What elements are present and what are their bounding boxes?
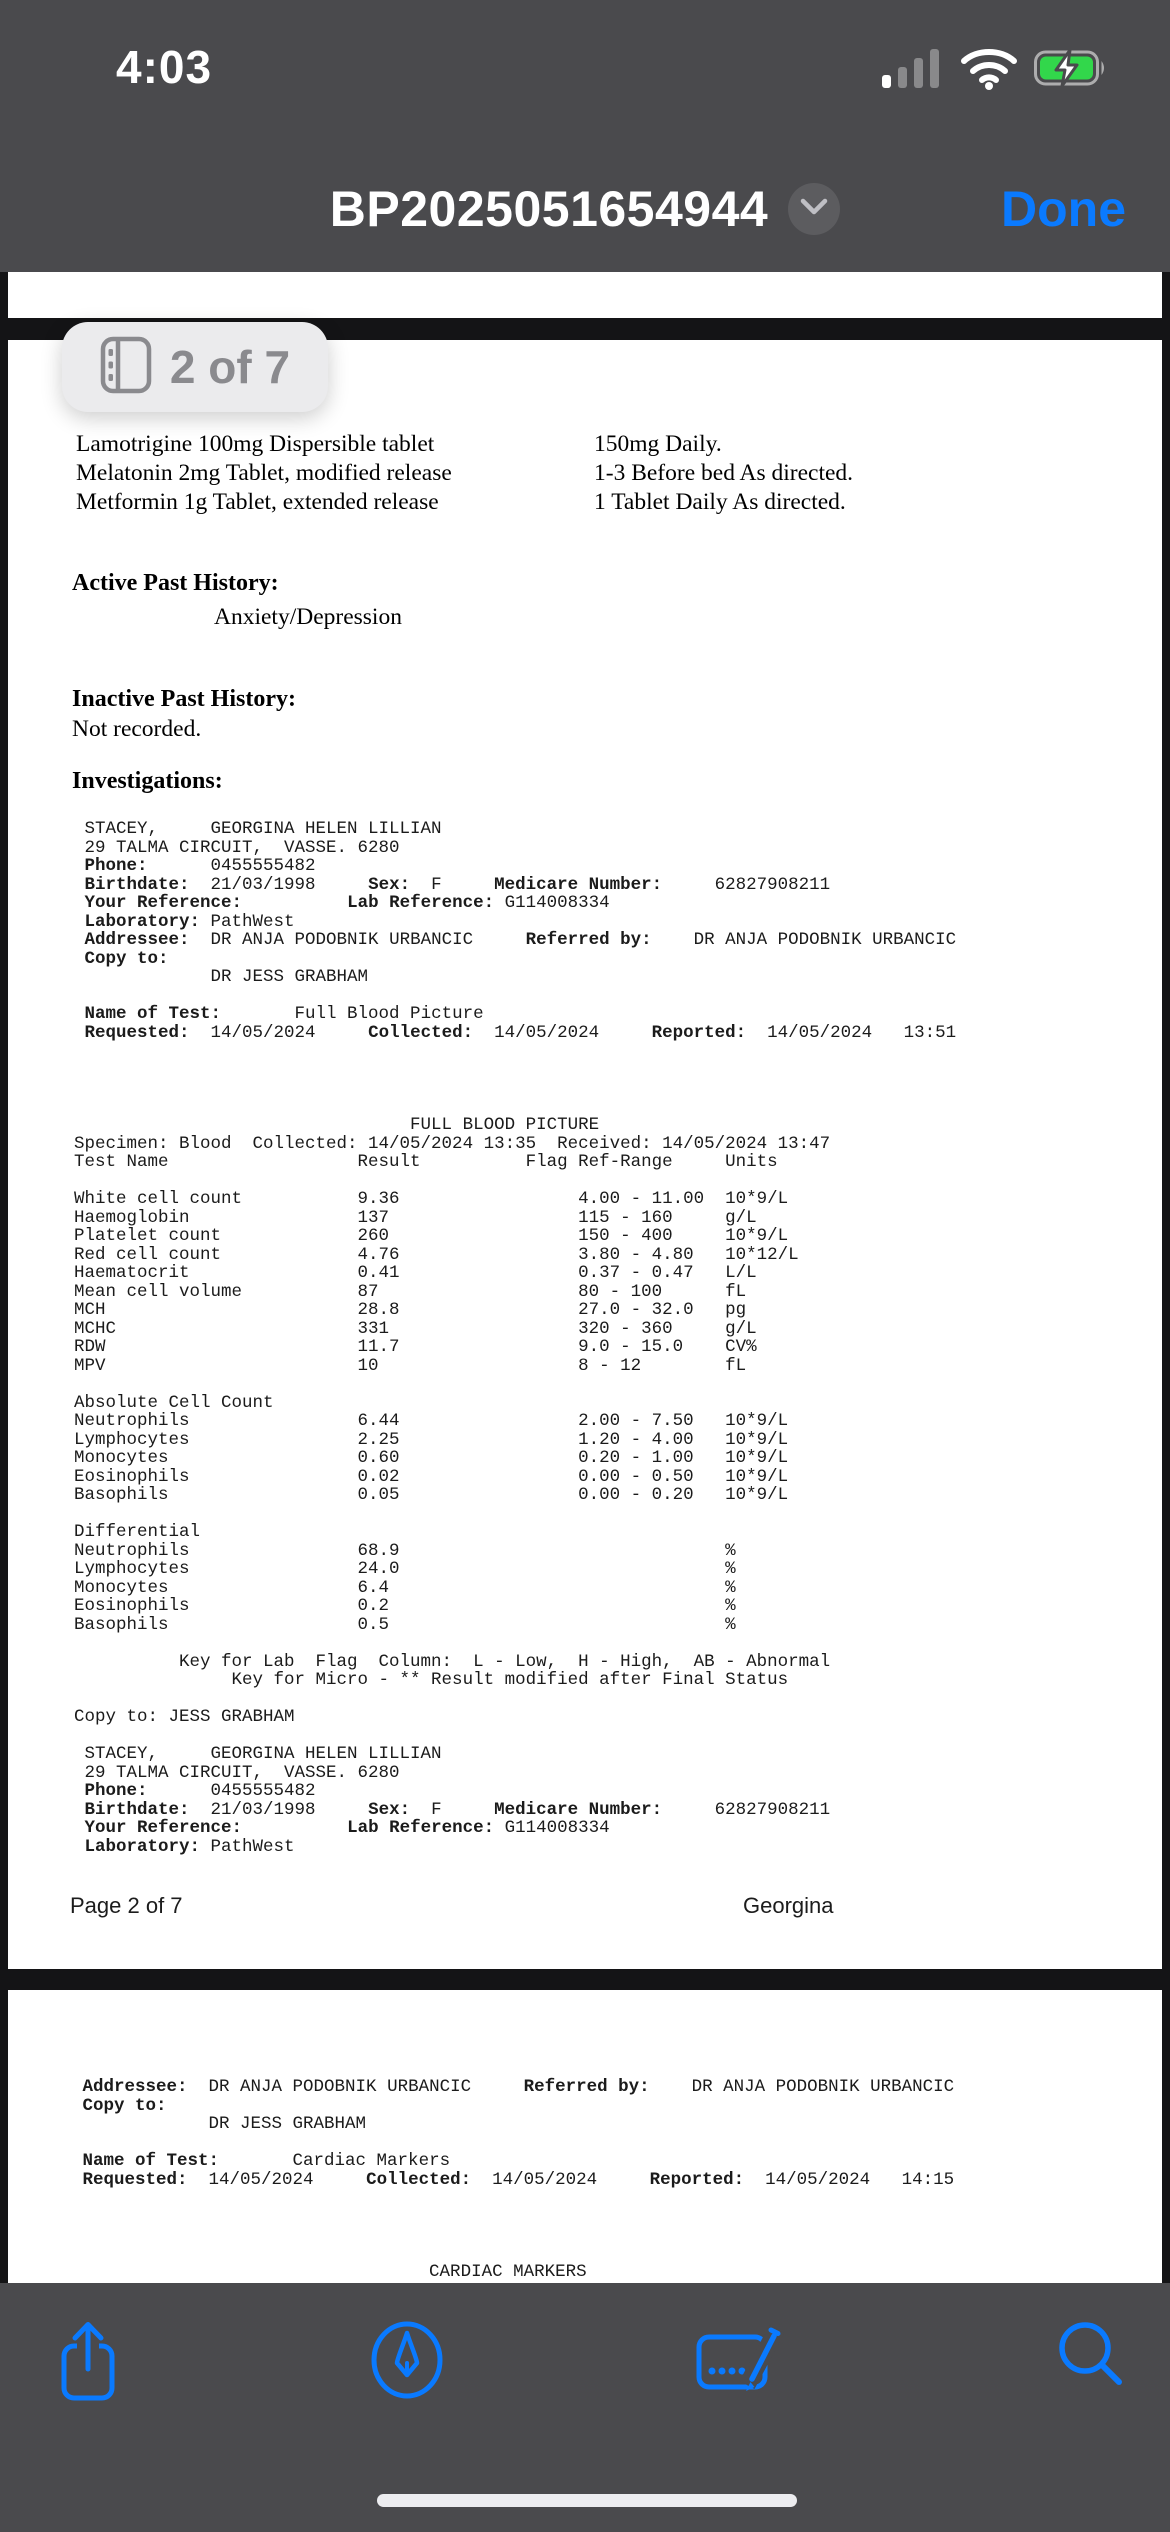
medication-directions: 150mg Daily. — [594, 431, 722, 457]
report-line: Laboratory: PathWest — [74, 1836, 295, 1857]
lab-report-page3 — [72, 2078, 954, 2282]
status-icons — [882, 46, 1108, 95]
report-line: Haemoglobin 137 115 - 160 g/L — [74, 1207, 757, 1228]
page-1-bottom-edge — [8, 272, 1162, 318]
report-line — [74, 1172, 956, 1191]
report-line: Requested: 14/05/2024 Collected: 14/05/2024 Reported: 14/05/2024 13:51 — [74, 1022, 957, 1043]
search-icon — [1056, 2319, 1126, 2394]
report-line: White cell count 9.36 4.00 - 11.00 10*9/L — [74, 1189, 789, 1209]
inactive-past-history-heading: Inactive Past History: — [72, 686, 296, 712]
report-line: Lymphocytes 24.0 % — [74, 1559, 736, 1579]
document-scroll-area[interactable] — [0, 272, 1170, 2283]
report-line — [74, 1079, 956, 1098]
report-line: Basophils 0.5 % — [74, 1614, 736, 1635]
active-past-history-heading: Active Past History: — [72, 570, 279, 596]
report-line — [72, 2189, 954, 2208]
wifi-icon — [960, 46, 1018, 95]
report-line: Addressee: DR ANJA PODOBNIK URBANCIC Referred by: DR ANJA PODOBNIK URBANCIC — [74, 930, 957, 950]
medication-row — [76, 430, 1076, 459]
report-line: Eosinophils 0.2 % — [74, 1596, 736, 1616]
report-line: Your Reference: Lab Reference: G114008334 — [74, 1818, 610, 1838]
report-line: Mean cell volume 87 80 - 100 fL — [74, 1281, 747, 1302]
report-line: Red cell count 4.76 3.80 - 4.80 10*12/L — [74, 1244, 799, 1265]
document-title: BP2025051654944 — [329, 181, 769, 237]
report-line: STACEY, GEORGINA HELEN LILLIAN — [74, 1744, 442, 1764]
report-line: Test Name Result Flag Ref-Range Units — [74, 1152, 778, 1172]
report-line: Phone: 0455555482 — [74, 856, 316, 876]
report-line — [74, 1690, 956, 1709]
report-line: Requested: 14/05/2024 Collected: 14/05/2024 Reported: 14/05/2024 14:15 — [72, 2169, 955, 2190]
report-line: CARDIAC MARKERS — [72, 2262, 587, 2282]
report-line — [74, 1634, 956, 1653]
lab-report-page2 — [74, 820, 956, 1856]
markup-button[interactable] — [359, 2319, 455, 2415]
report-line: Monocytes 6.4 % — [74, 1577, 736, 1598]
thumbnails-icon — [100, 336, 152, 399]
medication-name: Lamotrigine 100mg Dispersible tablet — [76, 431, 435, 457]
report-line: MPV 10 8 - 12 fL — [74, 1355, 747, 1376]
done-button[interactable]: Done — [1001, 181, 1126, 237]
status-time: 4:03 — [116, 41, 213, 93]
page-2 — [8, 340, 1162, 1969]
medication-row — [76, 459, 1076, 488]
report-line: Key for Lab Flag Column: L - Low, H - High, AB - Abnormal — [74, 1651, 831, 1672]
search-button[interactable] — [1043, 2319, 1139, 2415]
report-line — [72, 2134, 954, 2153]
report-line: Phone: 0455555482 — [74, 1781, 316, 1801]
page-footer-right: Georgina — [743, 1893, 834, 1918]
report-line: Neutrophils 6.44 2.00 - 7.50 10*9/L — [74, 1411, 789, 1431]
medication-name: Metformin 1g Tablet, extended release — [76, 489, 439, 515]
report-line: 29 TALMA CIRCUIT, VASSE. 6280 — [74, 837, 400, 858]
report-line: Absolute Cell Count — [74, 1392, 274, 1413]
report-line: RDW 11.7 9.0 - 15.0 CV% — [74, 1337, 757, 1357]
report-line — [74, 1042, 956, 1061]
report-line: DR JESS GRABHAM — [72, 2114, 367, 2134]
top-chrome — [0, 0, 1170, 272]
report-line: Key for Micro - ** Result modified after Final Status — [74, 1670, 789, 1690]
report-line — [74, 1727, 956, 1746]
report-line: Eosinophils 0.02 0.00 - 0.50 10*9/L — [74, 1466, 789, 1487]
cellular-signal-icon — [882, 46, 944, 95]
chevron-down-icon — [799, 197, 829, 222]
fill-and-sign-icon — [695, 2319, 789, 2400]
markup-pen-icon — [366, 2319, 448, 2406]
report-line: Copy to: JESS GRABHAM — [74, 1707, 295, 1727]
report-line: Name of Test: Full Blood Picture — [74, 1004, 484, 1024]
page-footer-left: Page 2 of 7 — [70, 1893, 183, 1918]
report-line — [74, 1505, 956, 1524]
report-line: FULL BLOOD PICTURE — [74, 1115, 600, 1135]
report-line — [74, 1061, 956, 1080]
share-button[interactable] — [40, 2319, 136, 2415]
page-3 — [8, 1990, 1162, 2283]
report-line: Birthdate: 21/03/1998 Sex: F Medicare Number: 62827908211 — [74, 1799, 831, 1820]
report-line: Differential — [74, 1522, 201, 1542]
medication-list — [76, 430, 1076, 517]
investigations-heading: Investigations: — [72, 768, 223, 794]
report-line: Specimen: Blood Collected: 14/05/2024 13:35 Received: 14/05/2024 13:47 — [74, 1133, 831, 1154]
report-line: Basophils 0.05 0.00 - 0.20 10*9/L — [74, 1485, 789, 1505]
report-line: Name of Test: Cardiac Markers — [72, 2151, 451, 2171]
medication-directions: 1-3 Before bed As directed. — [594, 460, 854, 486]
active-past-history-value: Anxiety/Depression — [214, 604, 402, 630]
report-line: Laboratory: PathWest — [74, 911, 295, 932]
medication-directions: 1 Tablet Daily As directed. — [594, 489, 846, 515]
report-line — [72, 2245, 954, 2264]
report-line: Neutrophils 68.9 % — [74, 1540, 736, 1561]
report-line: STACEY, GEORGINA HELEN LILLIAN — [74, 819, 442, 839]
report-line: Platelet count 260 150 - 400 10*9/L — [74, 1226, 789, 1246]
report-line: Copy to: — [74, 948, 169, 969]
report-line: Your Reference: Lab Reference: G114008334 — [74, 893, 610, 913]
report-line: Addressee: DR ANJA PODOBNIK URBANCIC Referred by: DR ANJA PODOBNIK URBANCIC — [72, 2077, 955, 2097]
bottom-toolbar — [0, 2283, 1170, 2532]
title-menu-button[interactable] — [788, 183, 840, 235]
report-line: 29 TALMA CIRCUIT, VASSE. 6280 — [74, 1762, 400, 1783]
report-line: Birthdate: 21/03/1998 Sex: F Medicare Number: 62827908211 — [74, 874, 831, 895]
report-line: Haematocrit 0.41 0.37 - 0.47 L/L — [74, 1263, 757, 1283]
inactive-past-history-value: Not recorded. — [72, 716, 202, 742]
report-line: Lymphocytes 2.25 1.20 - 4.00 10*9/L — [74, 1429, 789, 1450]
page-count-label: 2 of 7 — [169, 341, 291, 393]
report-line — [74, 987, 956, 1006]
report-line — [72, 2208, 954, 2227]
home-indicator[interactable] — [377, 2494, 797, 2507]
report-line: MCH 28.8 27.0 - 32.0 pg — [74, 1300, 747, 1320]
share-icon — [55, 2319, 121, 2412]
battery-charging-icon — [1034, 49, 1108, 92]
report-line — [72, 2226, 954, 2245]
medication-row — [76, 488, 1076, 517]
report-line: Copy to: — [72, 2095, 167, 2116]
report-line: Monocytes 0.60 0.20 - 1.00 10*9/L — [74, 1448, 789, 1468]
report-line: MCHC 331 320 - 360 g/L — [74, 1318, 757, 1339]
medication-name: Melatonin 2mg Tablet, modified release — [76, 460, 452, 486]
report-line — [74, 1375, 956, 1394]
page-count-badge[interactable] — [62, 322, 328, 412]
report-line — [74, 1098, 956, 1117]
report-line: DR JESS GRABHAM — [74, 967, 369, 987]
fill-and-sign-button[interactable] — [694, 2319, 790, 2415]
